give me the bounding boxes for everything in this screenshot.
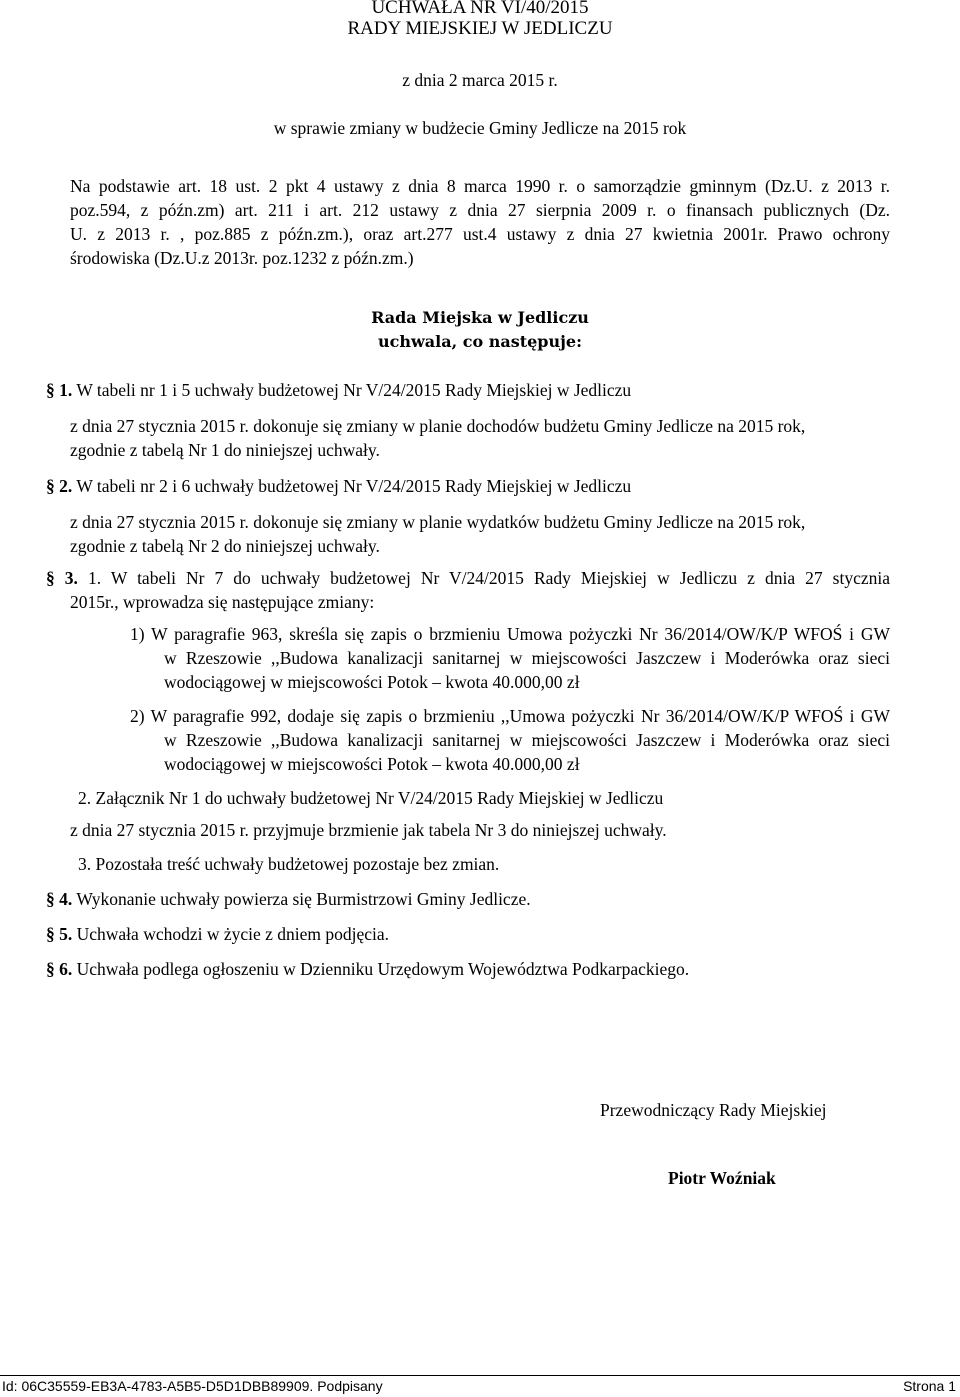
section-number: § 5. (46, 924, 73, 944)
section-text: Wykonanie uchwały powierza się Burmistrzowi Gminy Jedlicze. (76, 889, 531, 909)
section-text: 1. W tabeli Nr 7 do uchwały budżetowej Nr V/24/2015 Rady Miejskiej w Jedliczu z dnia 27 stycznia (87, 568, 890, 588)
section-3-point-2-line: z dnia 27 stycznia 2015 r. przyjmuje brzmienie jak tabela Nr 3 do niniejszej uchwały. (70, 820, 667, 840)
section-1-line: z dnia 27 stycznia 2015 r. dokonuje się zmiany w planie dochodów budżetu Gminy Jedlicze na 2015 rok, (70, 416, 806, 436)
section-number: § 2. (46, 476, 73, 496)
amendment-item-2-line: wodociągowej w miejscowości Potok – kwota 40.000,00 zł (164, 754, 580, 774)
section-2-line: z dnia 27 stycznia 2015 r. dokonuje się zmiany w planie wydatków budżetu Gminy Jedlicze na 2015 rok, (70, 512, 806, 532)
section-1 (46, 378, 631, 402)
section-6 (46, 957, 689, 981)
section-4 (46, 887, 531, 911)
section-3-point-3: 3. Pozostała treść uchwały budżetowej pozostaje bez zmian. (78, 854, 500, 874)
document-subject: w sprawie zmiany w budżecie Gminy Jedlicze na 2015 rok (273, 118, 687, 138)
legal-basis-line: U. z 2013 r. , poz.885 z późn.zm.), oraz art.277 ust.4 ustawy z dnia 27 kwietnia 2001r. Prawo ochrony (70, 224, 890, 244)
amendment-item-2-line: w Rzeszowie ,,Budowa kanalizacji sanitarnej w miejscowości Jaszczew i Moderówka oraz sieci (164, 730, 890, 750)
section-number: § 4. (46, 889, 73, 909)
amendment-item-2: 2) W paragrafie 992, dodaje się zapis o brzmieniu ,,Umowa pożyczki Nr 36/2014/OW/K/P WFOŚ i GW (130, 706, 890, 726)
document-title-line1: UCHWAŁA NR VI/40/2015 (371, 0, 589, 18)
amendment-item-1-line: wodociągowej w miejscowości Potok – kwota 40.000,00 zł (164, 672, 580, 692)
amendment-item-1-line: w Rzeszowie ,,Budowa kanalizacji sanitarnej w miejscowości Jaszczew i Moderówka oraz sieci (164, 648, 890, 668)
section-5 (46, 922, 389, 946)
document-id: Id: 06C35559-EB3A-4783-A5B5-D5D1DBB89909. Podpisany (2, 1378, 383, 1394)
signatory-role: Przewodniczący Rady Miejskiej (600, 1100, 827, 1120)
section-number: § 1. (46, 380, 73, 400)
council-resolves: uchwala, co następuje: (378, 332, 582, 351)
council-name: Rada Miejska w Jedliczu (371, 308, 589, 327)
section-1-line: zgodnie z tabelą Nr 1 do niniejszej uchwały. (70, 440, 380, 460)
section-3-line: 2015r., wprowadza się następujące zmiany: (70, 592, 375, 612)
document-date: z dnia 2 marca 2015 r. (402, 70, 558, 90)
page-footer (0, 1375, 960, 1397)
section-text: Uchwała wchodzi w życie z dniem podjęcia. (76, 924, 390, 944)
section-2-line: zgodnie z tabelą Nr 2 do niniejszej uchwały. (70, 536, 380, 556)
section-number: § 3. (46, 568, 78, 588)
section-number: § 6. (46, 959, 73, 979)
legal-basis-line: poz.594, z późn.zm) art. 211 i art. 212 ustawy z dnia 27 sierpnia 2009 r. o finansach publicznych (Dz. (70, 200, 890, 220)
signatory-name: Piotr Woźniak (668, 1168, 776, 1188)
amendment-item-1: 1) W paragrafie 963, skreśla się zapis o brzmieniu Umowa pożyczki Nr 36/2014/OW/K/P WFOŚ i GW (130, 624, 890, 644)
section-3 (46, 566, 890, 590)
document-title-line2: RADY MIEJSKIEJ W JEDLICZU (347, 18, 613, 39)
section-2 (46, 474, 631, 498)
legal-basis-line: Na podstawie art. 18 ust. 2 pkt 4 ustawy z dnia 8 marca 1990 r. o samorządzie gminnym (Dz.U. z 2013 r. (70, 176, 890, 196)
section-text: W tabeli nr 1 i 5 uchwały budżetowej Nr V/24/2015 Rady Miejskiej w Jedliczu (76, 380, 632, 400)
section-text: W tabeli nr 2 i 6 uchwały budżetowej Nr V/24/2015 Rady Miejskiej w Jedliczu (76, 476, 632, 496)
section-text: Uchwała podlega ogłoszeniu w Dzienniku Urzędowym Województwa Podkarpackiego. (76, 959, 690, 979)
section-3-point-2: 2. Załącznik Nr 1 do uchwały budżetowej Nr V/24/2015 Rady Miejskiej w Jedliczu (78, 788, 664, 808)
page-number: Strona 1 (903, 1378, 956, 1394)
legal-basis-line: środowiska (Dz.U.z 2013r. poz.1232 z późn.zm.) (70, 248, 414, 268)
